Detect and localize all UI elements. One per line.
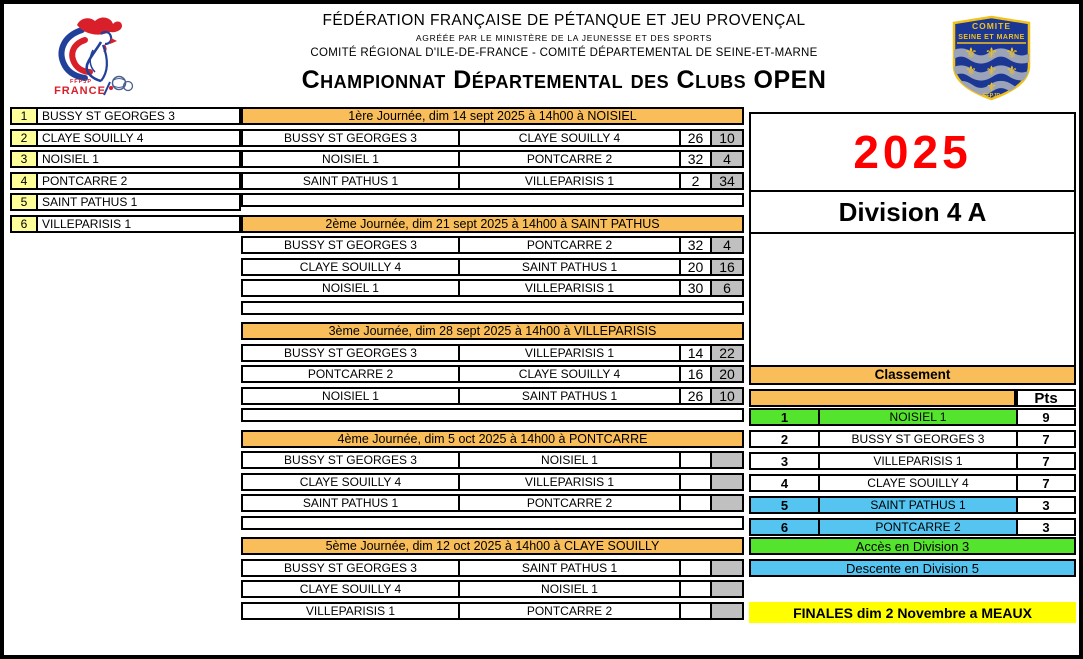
spacer-row: [241, 193, 744, 207]
promotion-legend: Accès en Division 3: [749, 537, 1076, 555]
sheet-header: [249, 12, 879, 95]
match-score-away: 10: [710, 129, 744, 147]
classement-subheader: [749, 389, 1016, 407]
classement-team: VILLEPARISIS 1: [818, 452, 1018, 470]
match-home-team: PONTCARRE 2: [241, 365, 460, 383]
team-list-rank: 2: [10, 129, 38, 147]
team-list-name: NOISIEL 1: [36, 150, 241, 168]
match-home-team: SAINT PATHUS 1: [241, 494, 460, 512]
match-score-away: [710, 494, 744, 512]
match-away-team: SAINT PATHUS 1: [458, 387, 681, 405]
match-home-team: SAINT PATHUS 1: [241, 172, 460, 190]
svg-text:⚜: ⚜: [965, 64, 977, 79]
svg-text:⚜: ⚜: [986, 80, 997, 94]
classement-rank: 2: [749, 430, 820, 448]
classement-pts: 3: [1016, 496, 1076, 514]
match-score-away: [710, 580, 744, 598]
federation-title: FÉDÉRATION FRANÇAISE DE PÉTANQUE ET JEU PROVENÇAL: [322, 12, 806, 29]
season-box: [749, 112, 1076, 192]
match-score-home: 26: [679, 129, 712, 147]
pts-column-header: Pts: [1016, 389, 1076, 407]
svg-text:⚜: ⚜: [1005, 44, 1019, 62]
championship-title: Championnat Départemental des Clubs OPEN: [301, 66, 827, 94]
journee-header: 4ème Journée, dim 5 oct 2025 à 14h00 à PONTCARRE: [241, 430, 744, 448]
team-list-rank: 3: [10, 150, 38, 168]
match-away-team: SAINT PATHUS 1: [458, 559, 681, 577]
classement-team: CLAYE SOUILLY 4: [818, 474, 1018, 492]
classement-team: SAINT PATHUS 1: [818, 496, 1018, 514]
match-away-team: PONTCARRE 2: [458, 150, 681, 168]
match-score-home: 30: [679, 279, 712, 297]
classement-rank: 5: [749, 496, 820, 514]
comite-line: COMITÉ RÉGIONAL D'ILE-DE-FRANCE - COMITÉ DÉPARTEMENTAL DE SEINE-ET-MARNE: [310, 47, 818, 59]
match-home-team: CLAYE SOUILLY 4: [241, 473, 460, 491]
match-score-away: 10: [710, 387, 744, 405]
classement-rank: 1: [749, 408, 820, 426]
match-home-team: NOISIEL 1: [241, 150, 460, 168]
federation-subtitle: AGRÉÉE PAR LE MINISTÈRE DE LA JEUNESSE ET DES SPORTS: [415, 33, 713, 43]
team-list-name: BUSSY ST GEORGES 3: [36, 107, 241, 125]
comite-seine-et-marne-shield: [949, 14, 1034, 102]
svg-text:⚜: ⚜: [964, 44, 978, 62]
classement-team: BUSSY ST GEORGES 3: [818, 430, 1018, 448]
shield-bottom-text: FFPJP: [982, 93, 1001, 99]
match-home-team: BUSSY ST GEORGES 3: [241, 451, 460, 469]
classement-rank: 6: [749, 518, 820, 536]
ffpjp-logo-france-text: FRANCE: [54, 85, 106, 97]
match-away-team: PONTCARRE 2: [458, 494, 681, 512]
match-score-home: 20: [679, 258, 712, 276]
match-home-team: NOISIEL 1: [241, 279, 460, 297]
match-score-away: [710, 451, 744, 469]
match-score-home: [679, 494, 712, 512]
match-away-team: NOISIEL 1: [458, 451, 681, 469]
match-score-home: [679, 473, 712, 491]
team-list-name: VILLEPARISIS 1: [36, 215, 241, 233]
match-home-team: BUSSY ST GEORGES 3: [241, 559, 460, 577]
team-list-rank: 6: [10, 215, 38, 233]
journee-header: 3ème Journée, dim 28 sept 2025 à 14h00 à VILLEPARISIS: [241, 322, 744, 340]
team-list-rank: 1: [10, 107, 38, 125]
classement-title: Classement: [749, 365, 1076, 385]
match-score-away: 6: [710, 279, 744, 297]
svg-text:⚜: ⚜: [985, 64, 998, 79]
classement-pts: 7: [1016, 430, 1076, 448]
match-home-team: CLAYE SOUILLY 4: [241, 258, 460, 276]
match-score-home: [679, 451, 712, 469]
match-score-home: [679, 602, 712, 620]
match-score-away: 4: [710, 236, 744, 254]
match-score-home: 32: [679, 150, 712, 168]
match-away-team: SAINT PATHUS 1: [458, 258, 681, 276]
finales-banner: FINALES dim 2 Novembre a MEAUX: [749, 602, 1076, 623]
team-list-name: PONTCARRE 2: [36, 172, 241, 190]
spacer-row: [241, 408, 744, 422]
team-list-name: SAINT PATHUS 1: [36, 193, 241, 211]
match-score-away: 4: [710, 150, 744, 168]
svg-text:⚜: ⚜: [984, 44, 999, 62]
season-year: 2025: [853, 126, 972, 178]
match-score-away: [710, 473, 744, 491]
match-score-home: [679, 580, 712, 598]
match-score-away: [710, 602, 744, 620]
classement-pts: 3: [1016, 518, 1076, 536]
division-title: Division 4 A: [749, 190, 1076, 234]
classement-team: PONTCARRE 2: [818, 518, 1018, 536]
match-away-team: VILLEPARISIS 1: [458, 344, 681, 362]
ffpjp-rooster-logo: [49, 14, 199, 100]
match-score-away: 34: [710, 172, 744, 190]
journee-header: 1ère Journée, dim 14 sept 2025 à 14h00 à NOISIEL: [241, 107, 744, 125]
classement-pts: 9: [1016, 408, 1076, 426]
match-away-team: CLAYE SOUILLY 4: [458, 129, 681, 147]
match-home-team: CLAYE SOUILLY 4: [241, 580, 460, 598]
journee-header: 5ème Journée, dim 12 oct 2025 à 14h00 à CLAYE SOUILLY: [241, 537, 744, 555]
match-score-home: 2: [679, 172, 712, 190]
match-score-home: 26: [679, 387, 712, 405]
svg-text:⚜: ⚜: [1006, 64, 1018, 79]
classement-pts: 7: [1016, 452, 1076, 470]
match-home-team: NOISIEL 1: [241, 387, 460, 405]
empty-box: [749, 232, 1076, 367]
match-home-team: BUSSY ST GEORGES 3: [241, 129, 460, 147]
classement-team: NOISIEL 1: [818, 408, 1018, 426]
match-score-away: 20: [710, 365, 744, 383]
match-score-home: 32: [679, 236, 712, 254]
ffpjp-logo-small-text: FFPJP: [69, 79, 93, 85]
classement-pts: 7: [1016, 474, 1076, 492]
shield-banner-line1: COMITE: [971, 21, 1012, 31]
relegation-legend: Descente en Division 5: [749, 559, 1076, 577]
match-away-team: PONTCARRE 2: [458, 602, 681, 620]
match-away-team: NOISIEL 1: [458, 580, 681, 598]
classement-rank: 3: [749, 452, 820, 470]
match-score-home: 16: [679, 365, 712, 383]
match-away-team: CLAYE SOUILLY 4: [458, 365, 681, 383]
match-home-team: BUSSY ST GEORGES 3: [241, 344, 460, 362]
team-list-name: CLAYE SOUILLY 4: [36, 129, 241, 147]
match-away-team: VILLEPARISIS 1: [458, 473, 681, 491]
journee-header: 2ème Journée, dim 21 sept 2025 à 14h00 à SAINT PATHUS: [241, 215, 744, 233]
match-score-away: 22: [710, 344, 744, 362]
match-score-home: 14: [679, 344, 712, 362]
shield-banner-line2: SEINE ET MARNE: [958, 34, 1025, 41]
classement-rank: 4: [749, 474, 820, 492]
match-score-away: [710, 559, 744, 577]
match-home-team: VILLEPARISIS 1: [241, 602, 460, 620]
match-score-home: [679, 559, 712, 577]
team-list-rank: 4: [10, 172, 38, 190]
match-away-team: VILLEPARISIS 1: [458, 279, 681, 297]
team-list-rank: 5: [10, 193, 38, 211]
match-score-away: 16: [710, 258, 744, 276]
match-home-team: BUSSY ST GEORGES 3: [241, 236, 460, 254]
spacer-row: [241, 301, 744, 315]
spacer-row: [241, 516, 744, 530]
match-away-team: VILLEPARISIS 1: [458, 172, 681, 190]
match-away-team: PONTCARRE 2: [458, 236, 681, 254]
